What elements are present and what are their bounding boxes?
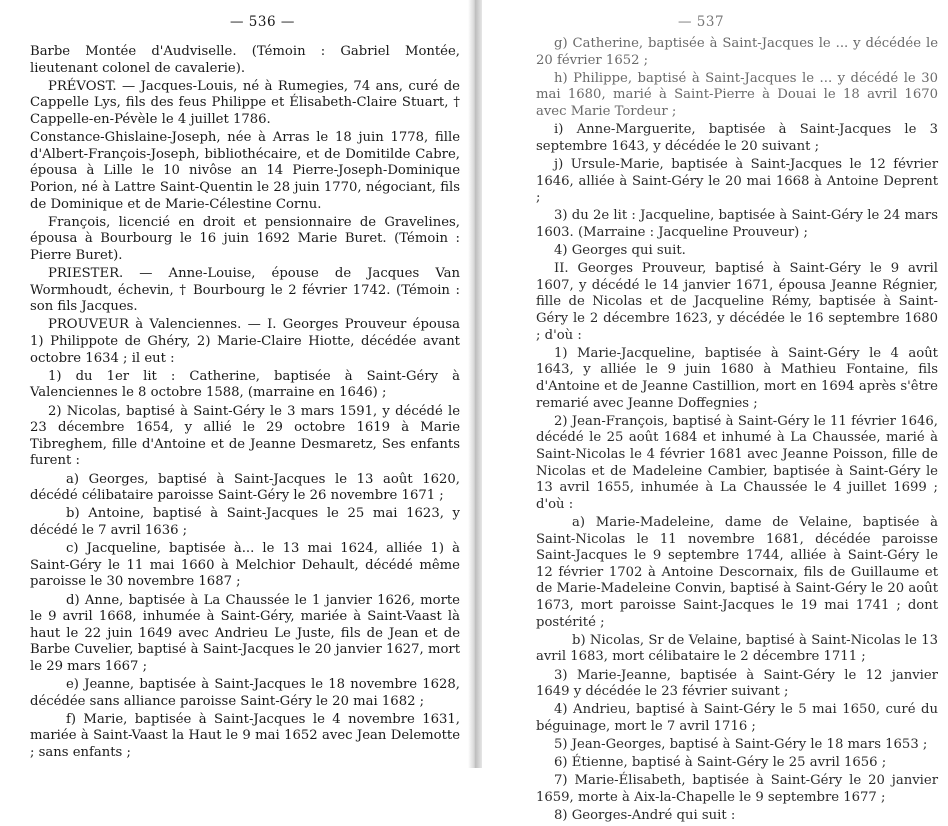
paragraph: 3) du 2e lit : Jacqueline, baptisée à Saint-Géry le 24 mars 1603. (Marraine : Jacqueline Prouveur) ; [536,208,938,240]
paragraph: Barbe Montée d'Audviselle. (Témoin : Gabriel Montée, lieutenant colonel de cavalerie). [30,44,460,76]
paragraph: e) Jeanne, baptisée à Saint-Jacques le 18 novembre 1628, décédée sans alliance paroisse Saint-Géry le 20 mai 1682 ; [30,677,460,709]
paragraph: b) Antoine, baptisé à Saint-Jacques le 25 mai 1623, y décédé le 7 avril 1636 ; [30,506,460,538]
paragraph: g) Catherine, baptisée à Saint-Jacques le ... y décédée le 20 février 1652 ; [536,36,938,68]
paragraph: j) Ursule-Marie, baptisée à Saint-Jacques le 12 février 1646, alliée à Saint-Géry le 20 mai 1668 à Antoine Deprent ; [536,156,938,206]
paragraph: d) Anne, baptisée à La Chaussée le 1 janvier 1626, morte le 9 avril 1668, inhumée à Saint-Géry, mariée à Saint-Vaast là haut le 22 juin 1649 avec Andrieu Le Juste, fils de Jean et de Barbe Cuvelier, baptisé à Saint-Jacques le 20 janvier 1627, mort le 29 mars 1667 ; [30,592,460,674]
paragraph: 3) Marie-Jeanne, baptisée à Saint-Géry le 12 janvier 1649 y décédée le 23 février suivant ; [536,667,938,700]
paragraph: a) Georges, baptisé à Saint-Jacques le 13 août 1620, décédé célibataire paroisse Saint-Géry le 26 novembre 1671 ; [30,471,460,504]
left-page-body [30,44,460,763]
paragraph: 2) Jean-François, baptisé à Saint-Géry le 11 février 1646, décédé le 25 août 1684 et inhumé à La Chaussée, marié à Saint-Nicolas le 4 février 1681 avec Jeanne Poisson, fille de Nicolas et de Madeleine Cambier, baptisée à Saint-Géry le 13 avril 1655, inhumée à La Chaussée le 4 juillet 1699 ; d'où : [536,413,938,512]
paragraph: 6) Étienne, baptisé à Saint-Géry le 25 avril 1656 ; [554,755,887,771]
paragraph: PRÉVOST. — Jacques-Louis, né à Rumegies, 74 ans, curé de Cappelle Lys, fils des feus Philippe et Élisabeth-Claire Stuart, † Cappelle-en-Pévèle le 4 juillet 1786. [30,78,460,127]
right-page-body [536,36,938,826]
paragraph: II. Georges Prouveur, baptisé à Saint-Géry le 9 avril 1607, y décédé le 14 janvier 1671, épousa Jeanne Régnier, fille de Nicolas et de Jacqueline Rémy, baptisée à Saint-Géry le 2 décembre 1623, y décédée le 16 septembre 1680 ; d'où : [536,261,938,343]
paragraph: François, licencié en droit et pensionnaire de Gravelines, épousa à Bourbourg le 16 juin 1692 Marie Buret. (Témoin : Pierre Buret). [30,214,460,263]
left-page [30,0,460,768]
book-gutter [468,0,482,768]
paragraph: f) Marie, baptisée à Saint-Jacques le 4 novembre 1631, mariée à Saint-Vaast la Haut le 9 mai 1652 avec Jean Delemotte ; sans enfants ; [30,711,460,761]
paragraph: h) Philippe, baptisé à Saint-Jacques le ... y décédé le 30 mai 1680, marié à Saint-Pierre à Douai le 18 avril 1670 avec Marie Tordeur ; [536,70,938,119]
paragraph: b) Nicolas, Sr de Velaine, baptisé à Saint-Nicolas le 13 avril 1683, mort célibataire le 2 décembre 1711 ; [536,632,938,665]
page-number-right: — 537 [678,14,725,30]
paragraph: c) Jacqueline, baptisée à... le 13 mai 1624, alliée 1) à Saint-Géry le 11 mai 1660 à Melchior Dehault, décédé même paroisse le 30 novembre 1687 ; [30,541,460,590]
paragraph: 1) Marie-Jacqueline, baptisée à Saint-Géry le 4 août 1643, y alliée le 9 juin 1680 à Mathieu Fontaine, fils d'Antoine et de Jeanne Castillion, mort en 1694 après s'être remarié avec Jeanne Doffegnies ; [536,345,938,411]
right-page [536,0,938,824]
paragraph: i) Anne-Marguerite, baptisée à Saint-Jacques le 3 septembre 1643, y décédée le 20 suivant ; [536,122,938,154]
paragraph: PRIESTER. — Anne-Louise, épouse de Jacques Van Wormhoudt, échevin, † Bourbourg le 2 février 1742. (Témoin : son fils Jacques. [30,266,460,315]
page-number-left: — 536 — [230,14,295,30]
paragraph: Constance-Ghislaine-Joseph, née à Arras le 18 juin 1778, fille d'Albert-François-Joseph, bibliothécaire, et de Domitilde Cabre, épousa à Lille le 10 nivôse an 14 Pierre-Joseph-Dominique Porion, né à Lattre Saint-Quentin le 28 juin 1770, négociant, fils de Dominique et de Marie-Célestine Cornu. [30,130,460,212]
paragraph: 5) Jean-Georges, baptisé à Saint-Géry le 18 mars 1653 ; [554,737,928,753]
paragraph: 7) Marie-Élisabeth, baptisée à Saint-Géry le 20 janvier 1659, morte à Aix-la-Chapelle le 9 septembre 1677 ; [536,773,938,806]
paragraph: a) Marie-Madeleine, dame de Velaine, baptisée à Saint-Nicolas le 11 novembre 1681, décédée paroisse Saint-Jacques le 9 septembre 1744, alliée à Saint-Géry le 12 février 1702 à Antoine Descornaix, fils de Guillaume et de Marie-Madeleine Convin, baptisé à Saint-Géry le 20 août 1673, mort paroisse Saint-Jacques le 19 mai 1741 ; dont postérité ; [536,514,938,630]
paragraph: 4) Georges qui suit. [554,243,686,259]
paragraph: PROUVEUR à Valenciennes. — I. Georges Prouveur épousa 1) Philippote de Ghéry, 2) Marie-Claire Hiotte, décédée avant octobre 1634 ; il eut : [30,317,460,366]
paragraph: 1) du 1er lit : Catherine, baptisée à Saint-Géry à Valenciennes le 8 octobre 1588, (marraine en 1646) ; [30,368,460,401]
paragraph: 4) Andrieu, baptisé à Saint-Géry le 5 mai 1650, curé du béguinage, mort le 7 avril 1716 ; [536,702,938,734]
paragraph: 2) Nicolas, baptisé à Saint-Géry le 3 mars 1591, y décédé le 23 décembre 1654, y allié le 29 octobre 1619 à Marie Tibreghem, fille d'Antoine et de Jeanne Desmaretz, Ses enfants furent : [30,403,460,469]
paragraph: 8) Georges-André qui suit : [554,808,736,824]
